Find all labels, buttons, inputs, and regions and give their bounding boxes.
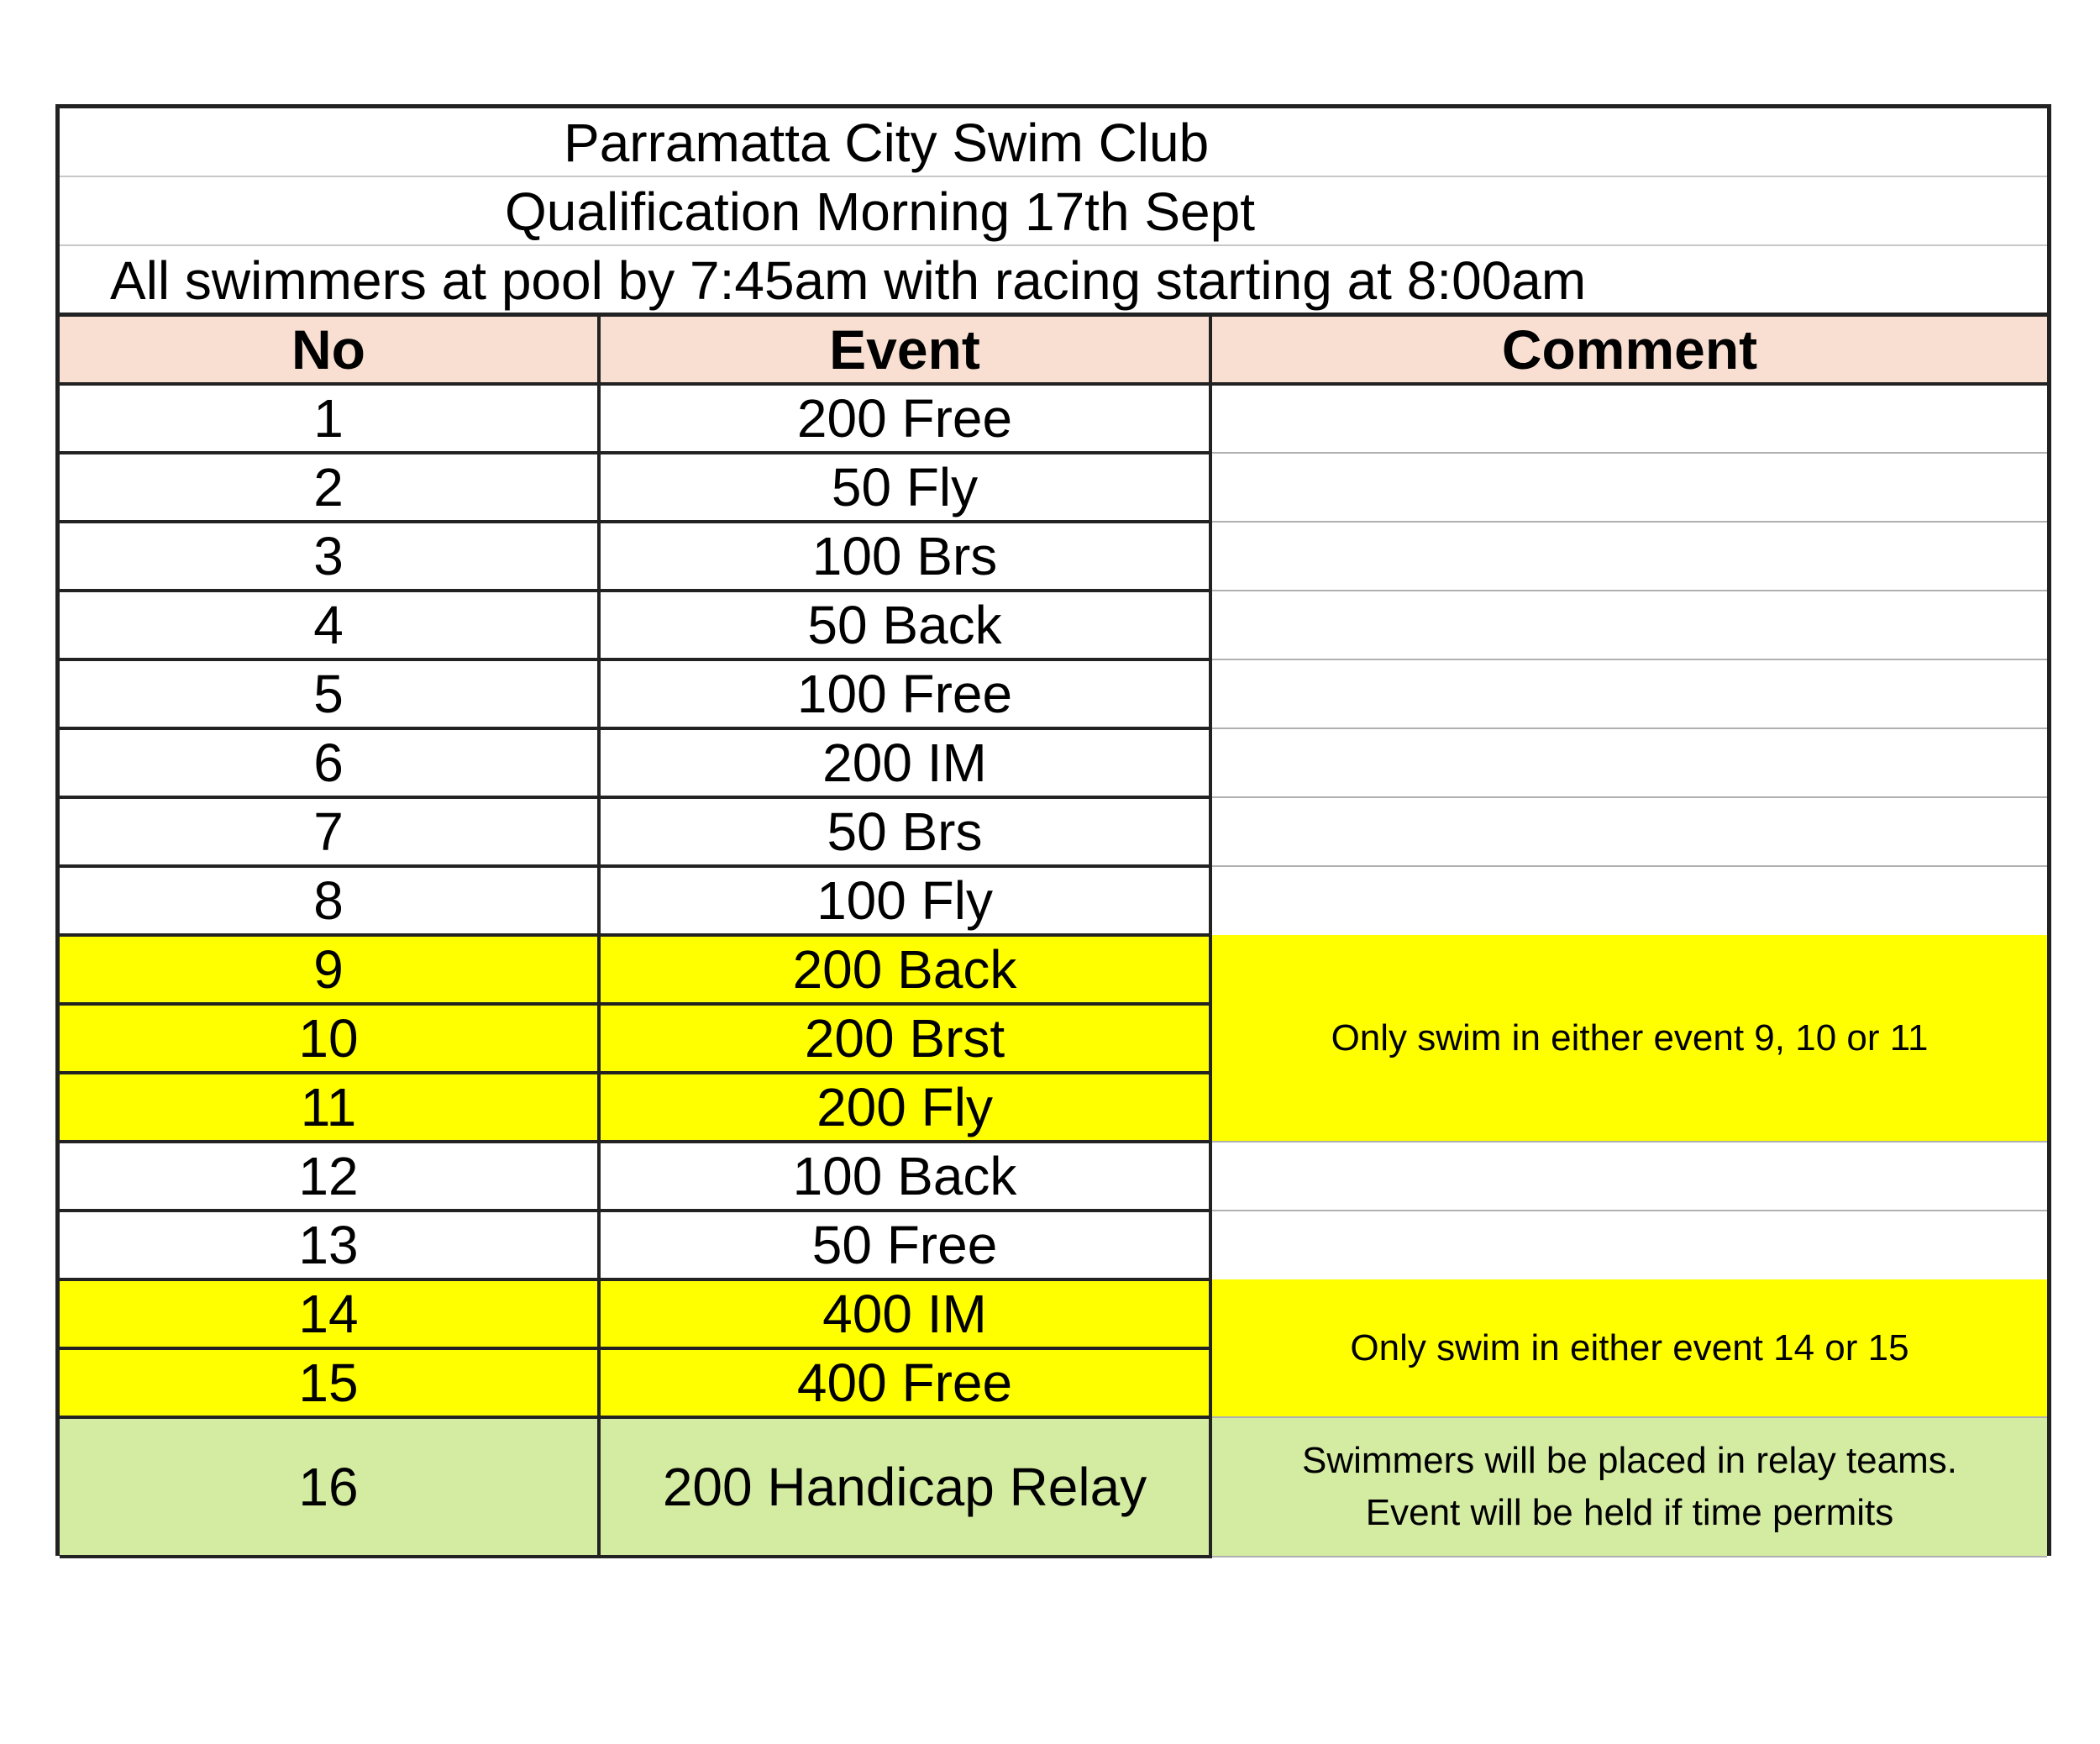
event-number: 8 xyxy=(60,866,599,935)
event-number: 5 xyxy=(60,659,599,728)
event-name: 50 Free xyxy=(599,1211,1210,1279)
arrival-notice: All swimmers at pool by 7:45am with racing starting at 8:00am xyxy=(110,250,1587,311)
event-name: 50 Brs xyxy=(599,797,1210,866)
event-number: 13 xyxy=(60,1211,599,1279)
table-row xyxy=(60,453,2047,522)
table-row xyxy=(60,1211,2047,1279)
events-table xyxy=(60,317,2047,1558)
meet-subtitle: Qualification Morning 17th Sept xyxy=(505,181,1255,242)
table-row xyxy=(60,797,2047,866)
schedule-sheet xyxy=(55,104,2051,1556)
event-number: 1 xyxy=(60,384,599,453)
event-name: 200 Fly xyxy=(599,1073,1210,1142)
relay-comment-line-2: Event will be held if time permits xyxy=(1365,1492,1894,1533)
table-row xyxy=(60,1279,2047,1348)
event-comment xyxy=(1210,384,2047,453)
column-header-no: No xyxy=(60,317,599,384)
event-number: 6 xyxy=(60,728,599,797)
subtitle-row xyxy=(60,177,2047,246)
event-name: 200 Handicap Relay xyxy=(599,1417,1210,1557)
table-row xyxy=(60,1142,2047,1211)
event-name: 50 Fly xyxy=(599,453,1210,522)
column-header-comment: Comment xyxy=(1210,317,2047,384)
event-number: 4 xyxy=(60,591,599,659)
event-comment xyxy=(1210,728,2047,797)
event-name: 400 Free xyxy=(599,1348,1210,1417)
notice-row xyxy=(60,246,2047,317)
event-group-comment: Only swim in either event 14 or 15 xyxy=(1210,1279,2047,1417)
table-row xyxy=(60,659,2047,728)
event-number: 9 xyxy=(60,935,599,1004)
event-comment xyxy=(1210,866,2047,935)
event-name: 400 IM xyxy=(599,1279,1210,1348)
event-name: 50 Back xyxy=(599,591,1210,659)
event-number: 16 xyxy=(60,1417,599,1557)
relay-comment-line-1: Swimmers will be placed in relay teams. xyxy=(1301,1440,1958,1482)
table-row xyxy=(60,591,2047,659)
event-comment xyxy=(1210,591,2047,659)
event-name: 200 IM xyxy=(599,728,1210,797)
event-comment xyxy=(1210,522,2047,591)
event-comment xyxy=(1210,659,2047,728)
event-comment xyxy=(1210,1142,2047,1211)
club-title: Parramatta City Swim Club xyxy=(564,113,1210,173)
event-name: 200 Free xyxy=(599,384,1210,453)
event-name: 200 Brst xyxy=(599,1004,1210,1073)
event-number: 2 xyxy=(60,453,599,522)
event-number: 7 xyxy=(60,797,599,866)
event-number: 11 xyxy=(60,1073,599,1142)
table-header-row xyxy=(60,317,2047,384)
column-header-event: Event xyxy=(599,317,1210,384)
table-row xyxy=(60,866,2047,935)
event-number: 14 xyxy=(60,1279,599,1348)
event-name: 100 Fly xyxy=(599,866,1210,935)
event-comment xyxy=(1210,453,2047,522)
event-number: 10 xyxy=(60,1004,599,1073)
event-number: 15 xyxy=(60,1348,599,1417)
event-comment xyxy=(1210,797,2047,866)
event-group-comment: Only swim in either event 9, 10 or 11 xyxy=(1210,935,2047,1142)
event-name: 100 Free xyxy=(599,659,1210,728)
event-name: 100 Back xyxy=(599,1142,1210,1211)
table-row xyxy=(60,935,2047,1004)
relay-comment xyxy=(1210,1417,2047,1557)
table-row xyxy=(60,384,2047,453)
event-name: 200 Back xyxy=(599,935,1210,1004)
club-title-row xyxy=(60,108,2047,177)
event-name: 100 Brs xyxy=(599,522,1210,591)
table-row xyxy=(60,1417,2047,1557)
table-row xyxy=(60,522,2047,591)
event-number: 12 xyxy=(60,1142,599,1211)
event-comment xyxy=(1210,1211,2047,1279)
table-row xyxy=(60,728,2047,797)
event-number: 3 xyxy=(60,522,599,591)
